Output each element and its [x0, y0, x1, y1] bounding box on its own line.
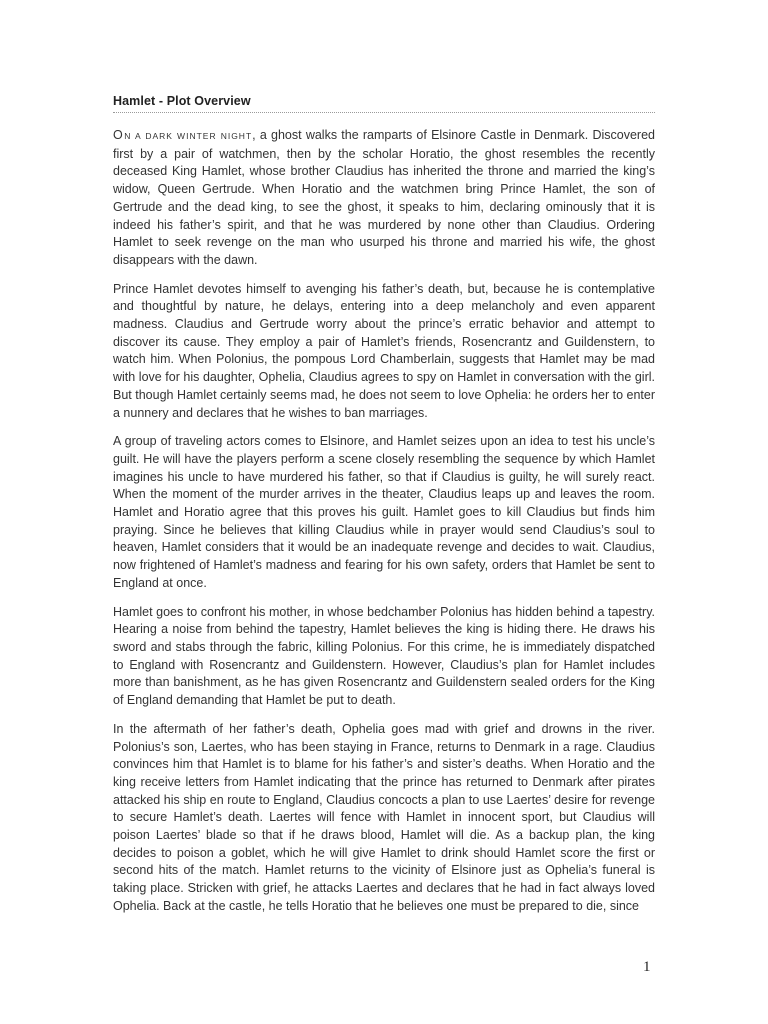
page-number: 1 — [643, 959, 651, 975]
paragraph-2: Prince Hamlet devotes himself to avenging his father’s death, but, because he is contemplative and thoughtful by nature, he delays, entering into a deep melancholy and even apparent madness. Claudius and Gertrude worry about the prince’s erratic behavior and attempt to discover its cause. They employ a pair of Hamlet’s friends, Rosencrantz and Guildenstern, to watch him. When Polonius, the pompous Lord Chamberlain, suggests that Hamlet may be mad with love for his daughter, Ophelia, Claudius agrees to spy on Hamlet in conversation with the girl. But though Hamlet certainly seems mad, he does not seem to love Ophelia: he orders her to enter a nunnery and declares that he wishes to ban marriages. — [113, 281, 655, 420]
paragraph-1 — [113, 127, 655, 270]
drop-initial: O — [113, 128, 125, 142]
paragraph-3: A group of traveling actors comes to Elsinore, and Hamlet seizes upon an idea to test his uncle’s guilt. He will have the players perform a scene closely resembling the sequence by which Hamlet imagines his uncle to have murdered his father, so that if Claudius is guilty, he will surely react. When the moment of the murder arrives in the theater, Claudius leaps up and leaves the room. Hamlet and Horatio agree that this proves his guilt. Hamlet goes to kill Claudius but finds him praying. Since he believes that killing Claudius while in prayer would send Claudius’s soul to heaven, Hamlet considers that it would be an inadequate revenge and decides to wait. Claudius, now frightened of Hamlet’s madness and fearing for his own safety, orders that Hamlet be sent to England at once. — [113, 434, 655, 590]
paragraph-1-text: , a ghost walks the ramparts of Elsinore Castle in Denmark. Discovered first by a pair of watchmen, then by the scholar Horatio, the ghost resembles the recently deceased King Hamlet, whose brother Claudius has inherited the throne and married the king’s widow, Queen Gertrude. When Horatio and the watchmen bring Prince Hamlet, the son of Gertrude and the dead king, to see the ghost, it speaks to him, declaring ominously that it is indeed his father’s spirit, and that he was murdered by none other than Claudius. Ordering Hamlet to seek revenge on the man who usurped his throne and married his wife, the ghost disappears with the dawn. — [113, 128, 655, 267]
document-title: Hamlet - Plot Overview — [113, 94, 251, 108]
smallcaps-lead-text: N A DARK WINTER NIGHT — [124, 131, 253, 141]
document-page — [113, 94, 655, 927]
title-divider — [113, 112, 655, 113]
paragraph-5: In the aftermath of her father’s death, Ophelia goes mad with grief and drowns in the river. Polonius’s son, Laertes, who has been staying in France, returns to Denmark in a rage. Claudius convinces him that Hamlet is to blame for his father’s and sister’s deaths. When Horatio and the king receive letters from Hamlet indicating that the prince has returned to Denmark after pirates attacked his ship en route to England, Claudius concocts a plan to use Laertes’ desire for revenge to secure Hamlet’s death. Laertes will fence with Hamlet in innocent sport, but Claudius will poison Laertes’ blade so that if he draws blood, Hamlet will die. As a backup plan, the king decides to poison a goblet, which he will give Hamlet to drink should Hamlet score the first or second hits of the match. Hamlet returns to the vicinity of Elsinore just as Ophelia’s funeral is taking place. Stricken with grief, he attacks Laertes and declares that he had in fact always loved Ophelia. Back at the castle, he tells Horatio that he believes one must be prepared to die, since — [113, 721, 655, 913]
paragraph-4: Hamlet goes to confront his mother, in whose bedchamber Polonius has hidden behind a tapestry. Hearing a noise from behind the tapestry, Hamlet believes the king is hiding there. He draws his sword and stabs through the fabric, killing Polonius. For this crime, he is immediately dispatched to England with Rosencrantz and Guildenstern. However, Claudius’s plan for Hamlet includes more than banishment, as he has given Rosencrantz and Guildenstern sealed orders for the King of England demanding that Hamlet be put to death. — [113, 604, 655, 708]
